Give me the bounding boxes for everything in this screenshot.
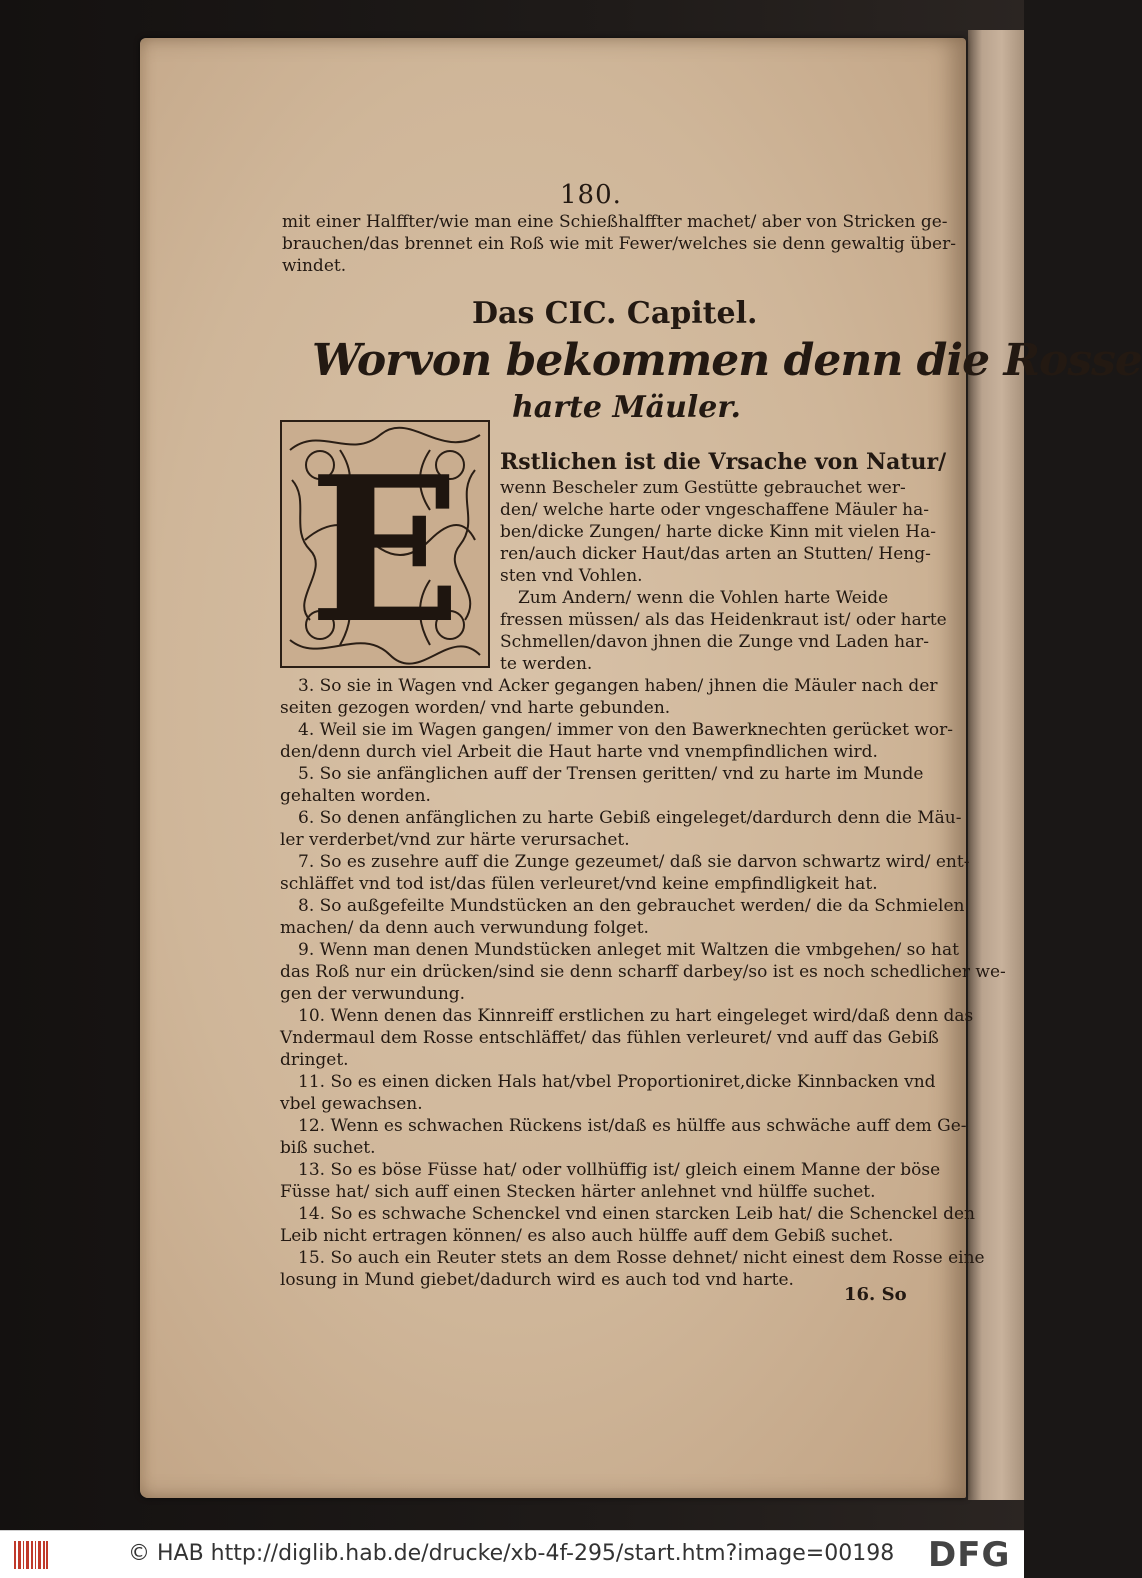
body-line: gehalten worden.	[280, 786, 431, 806]
body-line: 10. Wenn denen das Kinnreiff erstlichen zu hart eingeleget wird/daß denn das	[298, 1006, 974, 1026]
page-number: 180.	[560, 180, 622, 210]
body-line: biß suchet.	[280, 1138, 376, 1158]
source-link[interactable]: © HAB http://diglib.hab.de/drucke/xb-4f-295/start.htm?image=00198	[128, 1541, 895, 1566]
body-line: 12. Wenn es schwachen Rückens ist/daß es hülffe aus schwäche auff dem Ge-	[298, 1116, 967, 1136]
body-line: ben/dicke Zungen/ harte dicke Kinn mit vielen Ha-	[500, 522, 936, 542]
body-line: das Roß nur ein drücken/sind sie denn scharff darbey/so ist es noch schedlicher we-	[280, 962, 1006, 982]
body-line: Schmellen/davon jhnen die Zunge vnd Laden har-	[500, 632, 930, 652]
body-line: vbel gewachsen.	[280, 1094, 423, 1114]
body-line: Rstlichen ist die Vrsache von Natur/	[500, 449, 947, 475]
body-line: seiten gezogen worden/ vnd harte gebunden.	[280, 698, 671, 718]
barcode-icon	[14, 1541, 48, 1569]
intro-line: mit einer Halffter/wie man eine Schießhalffter machet/ aber von Stricken ge-	[282, 212, 948, 232]
body-line: Leib nicht ertragen können/ es also auch hülffe auff dem Gebiß suchet.	[280, 1226, 894, 1246]
body-line: ren/auch dicker Haut/das arten an Stutten/ Heng-	[500, 544, 931, 564]
body-line: losung in Mund giebet/dadurch wird es auch tod vnd harte.	[280, 1270, 794, 1290]
body-line: machen/ da denn auch verwundung folget.	[280, 918, 649, 938]
intro-line: brauchen/das brennet ein Roß wie mit Fewer/welches sie denn gewaltig über-	[282, 234, 956, 254]
body-line: gen der verwundung.	[280, 984, 466, 1004]
body-line: 15. So auch ein Reuter stets an dem Rosse dehnet/ nicht einest dem Rosse eine	[298, 1248, 985, 1268]
decorated-initial-icon	[280, 420, 490, 668]
catchword: 16. So	[844, 1284, 907, 1305]
body-line: te werden.	[500, 654, 593, 674]
body-line: ler verderbet/vnd zur härte verursachet.	[280, 830, 630, 850]
body-line: sten vnd Vohlen.	[500, 566, 643, 586]
body-line: 11. So es einen dicken Hals hat/vbel Proportioniret,dicke Kinnbacken vnd	[298, 1072, 936, 1092]
body-line: dringet.	[280, 1050, 349, 1070]
body-line: 6. So denen anfänglichen zu harte Gebiß eingeleget/dardurch denn die Mäu-	[298, 808, 962, 828]
heading-line-1: Worvon bekommen denn die Rosse	[312, 335, 1142, 386]
body-line: wenn Bescheler zum Gestütte gebrauchet wer-	[500, 478, 906, 498]
body-line: 5. So sie anfänglichen auff der Trensen geritten/ vnd zu harte im Munde	[298, 764, 924, 784]
body-line: 4. Weil sie im Wagen gangen/ immer von den Bawerknechten gerücket wor-	[298, 720, 953, 740]
body-line: Füsse hat/ sich auff einen Stecken härter anlehnet vnd hülffe suchet.	[280, 1182, 876, 1202]
body-line: 7. So es zusehre auff die Zunge gezeumet/ daß sie darvon schwartz wird/ ent-	[298, 852, 970, 872]
body-line: 3. So sie in Wagen vnd Acker gegangen haben/ jhnen die Mäuler nach der	[298, 676, 938, 696]
body-line: Zum Andern/ wenn die Vohlen harte Weide	[518, 588, 889, 608]
body-line: fressen müssen/ als das Heidenkraut ist/ oder harte	[500, 610, 947, 630]
dfg-logo: DFG	[928, 1535, 1011, 1575]
footer-bar	[0, 1530, 1024, 1578]
body-line: den/denn durch viel Arbeit die Haut harte vnd vnempfindlichen wird.	[280, 742, 878, 762]
body-line: Vndermaul dem Rosse entschläffet/ das fühlen verleuret/ vnd auff das Gebiß	[280, 1028, 939, 1048]
adjacent-page-edge	[968, 30, 1024, 1500]
body-line: den/ welche harte oder vngeschaffene Mäuler ha-	[500, 500, 929, 520]
intro-line: windet.	[282, 256, 347, 276]
body-line: 9. Wenn man denen Mundstücken anleget mit Waltzen die vmbgehen/ so hat	[298, 940, 959, 960]
chapter-title: Das CIC. Capitel.	[472, 296, 758, 331]
heading-line-2: harte Mäuler.	[512, 390, 741, 425]
body-line: 8. So außgefeilte Mundstücken an den gebrauchet werden/ die da Schmielen	[298, 896, 965, 916]
body-line: schläffet vnd tod ist/das fülen verleuret/vnd keine empfindligkeit hat.	[280, 874, 878, 894]
body-line: 14. So es schwache Schenckel vnd einen starcken Leib hat/ die Schenckel den	[298, 1204, 975, 1224]
body-line: 13. So es böse Füsse hat/ oder vollhüffig ist/ gleich einem Manne der böse	[298, 1160, 941, 1180]
initial-letter: E	[308, 433, 462, 668]
